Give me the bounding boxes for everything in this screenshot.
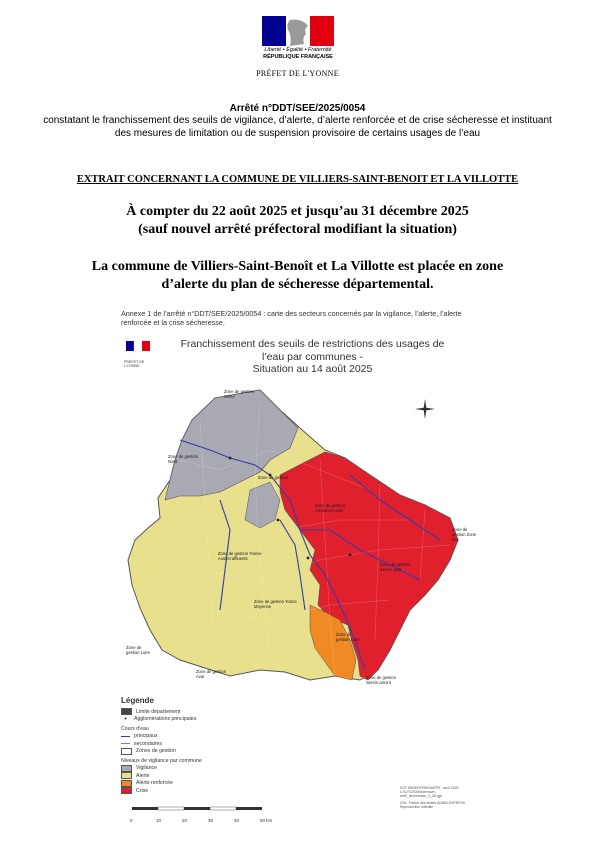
label-zone-armancon: Zone de gestion Armançon aval bbox=[315, 503, 346, 513]
credits-line-2: C:\\U?LS\\Sécheresse\\ bbox=[400, 790, 436, 795]
validity-line-1: À compter du 22 août 2025 et jusqu’au 31 décembre 2025 bbox=[126, 204, 469, 219]
label-zone-serein: Zone de gestion Serein aval bbox=[380, 562, 411, 572]
scale-tick: 30 bbox=[208, 818, 214, 823]
map-legend bbox=[121, 696, 271, 795]
scale-tick: 20 bbox=[182, 818, 188, 823]
label-zone-gestion: Zone de gestion bbox=[258, 475, 289, 480]
legend-principaux bbox=[121, 733, 271, 741]
label-zone-aval: Zone de gestion Aval bbox=[196, 669, 227, 679]
label-zone-nord: Zone de gestion Nord bbox=[168, 454, 199, 464]
legend-swatch-alerte bbox=[121, 772, 132, 779]
validity-line-2: (sauf nouvel arrêté préfectoral modifiant la situation) bbox=[138, 222, 457, 237]
map-title-line-1: Franchissement des seuils de restrictions des usages de bbox=[180, 338, 445, 350]
legend-zones bbox=[121, 748, 271, 756]
arrete-title: Arrêté n°DDT/SEE/2025/0054 bbox=[229, 103, 366, 114]
credits-line-3: arrêt_sécheresse_0_28.qgs bbox=[400, 794, 443, 799]
arrete-body: constatant le franchissement des seuils de vigilance, d’alerte, d’alerte renforcée et de crise sécheresse et instituant des mesures de limitation ou de suspension provisoire de certains usages de l’eau bbox=[43, 115, 552, 139]
map-credits bbox=[400, 786, 485, 809]
validity-dates bbox=[0, 203, 595, 239]
legend-alerte-renforcee bbox=[121, 780, 271, 788]
credits-line-1: DDT 89/SEE/PRE/DMEPS - août 2025 bbox=[400, 786, 459, 790]
legend-crise-label: Crise bbox=[136, 787, 149, 794]
legend-zones-label: Zones de gestion bbox=[136, 748, 176, 755]
extrait-heading: EXTRAIT CONCERNANT LA COMMUNE DE VILLIERS-SAINT-BENOIT ET LA VILLOTTE bbox=[76, 174, 519, 185]
legend-agglo bbox=[121, 716, 271, 724]
mini-prefet-label: PRÉFET DE L'YONNE bbox=[124, 360, 145, 368]
legend-river-main-icon bbox=[121, 736, 130, 737]
scale-tick: 50 km bbox=[260, 818, 273, 823]
legend-swatch-alerte-renforcee bbox=[121, 780, 132, 787]
credits-line-5: Reproduction interdite bbox=[400, 804, 434, 809]
legend-swatch-crise bbox=[121, 787, 132, 794]
map-title-line-2: l’eau par communes - bbox=[262, 350, 363, 363]
label-zone-cure: Zone de gestion Cure bbox=[336, 632, 360, 642]
legend-limite bbox=[121, 708, 271, 716]
legend-swatch-vigilance bbox=[121, 765, 132, 772]
legend-alerte-label: Alerte bbox=[136, 772, 150, 779]
map-title-line-3: Situation au 14 août 2025 bbox=[252, 363, 373, 375]
label-zone-est: Zone de gestion Zone Est bbox=[452, 527, 477, 542]
legend-niveaux: Niveaux de vigilance par commune bbox=[121, 757, 202, 764]
legend-river-secondary-icon bbox=[121, 743, 130, 744]
legend-vigilance bbox=[121, 765, 271, 773]
scale-bar bbox=[130, 800, 290, 823]
legend-alerte bbox=[121, 772, 271, 780]
map-title bbox=[160, 338, 465, 376]
legend-agglo-icon: • bbox=[124, 715, 127, 723]
scale-tick: 10 bbox=[156, 818, 162, 823]
label-zone-seine: Zone de gestion Seine bbox=[224, 389, 255, 399]
scale-tick: 0 bbox=[130, 818, 133, 823]
republique-devise bbox=[250, 47, 346, 60]
credits-line-4: IGN - Fichier des limites ADMIN-EXPRESS bbox=[400, 800, 465, 805]
annexe-caption: Annexe 1 de l’arrêté n°DDT/SEE/2025/0054 : carte des secteurs concernés par la vigilance, l’alerte, l’alerte renforcée et la crise sécheresse. bbox=[121, 309, 462, 327]
label-zone-loire: Zone de gestion Loire bbox=[126, 645, 150, 655]
commune-line-1: La commune de Villiers-Saint-Benoît et La Villotte est placée en zone bbox=[91, 259, 504, 274]
legend-swatch-zones bbox=[121, 748, 132, 755]
commune-line-2: d’alerte du plan de sécheresse départemental. bbox=[161, 277, 434, 292]
scale-tick: 40 bbox=[234, 818, 240, 823]
legend-vigilance-label: Vigilance bbox=[136, 765, 157, 772]
legend-crise bbox=[121, 787, 271, 795]
label-zone-yonne-moyenne: Zone de gestion Yonne Moyenne bbox=[254, 599, 297, 609]
label-zone-serein-amont: Zone de gestion Serein amont bbox=[366, 675, 397, 685]
legend-secondaires bbox=[121, 740, 271, 748]
label-zone-puisaye: Zone de gestion Yonne-Aval et affluents bbox=[218, 551, 263, 561]
commune-status bbox=[0, 258, 595, 294]
legend-principaux-label: principaux bbox=[134, 733, 158, 740]
legend-swatch-limite bbox=[121, 708, 132, 715]
mini-marianne-logo bbox=[126, 341, 150, 359]
legend-limite-label: Limite département bbox=[136, 708, 181, 715]
legend-agglo-label: Agglomérations principales bbox=[134, 716, 197, 723]
devise-text: Liberté • Égalité • Fraternité bbox=[264, 47, 332, 53]
legend-cours: Cours d'eau bbox=[121, 725, 149, 732]
marianne-logo bbox=[262, 16, 334, 68]
prefet-title: PRÉFET DE L'YONNE bbox=[256, 69, 339, 78]
legend-title: Légende bbox=[121, 696, 154, 705]
legend-alerte-renforcee-label: Alerte renforcée bbox=[136, 780, 173, 787]
department-map bbox=[120, 380, 480, 695]
republique-text: RÉPUBLIQUE FRANÇAISE bbox=[263, 53, 333, 60]
legend-secondaires-label: secondaires bbox=[134, 740, 162, 747]
